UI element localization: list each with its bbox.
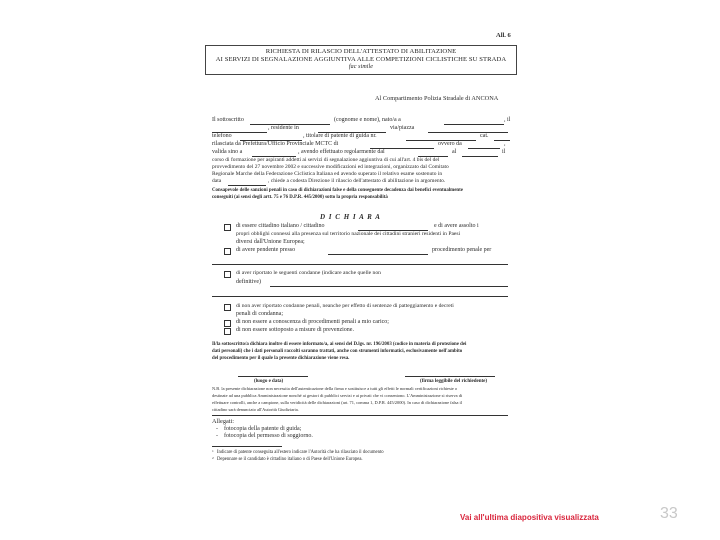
line4-b: ovvero da	[438, 141, 462, 147]
item3-a: di aver riportato le seguenti condanne (indicare anche quelle non	[236, 270, 381, 276]
bullet-2: -	[216, 433, 218, 439]
field-convictions-2	[212, 296, 508, 297]
field-issuer-alt	[468, 148, 500, 149]
allegati-heading: Allegati:	[212, 418, 235, 425]
privacy-2: dati personali) che i dati personali raccolti saranno trattati, anche con strumenti informatici, esclusivamente nell'ambito	[212, 349, 463, 354]
privacy-1: Il/la sottoscritto/a dichiara inoltre di essere informato/a, ai sensi del D.lgs. nr. 196/2003 (codice in materia di protezione dei	[212, 342, 467, 347]
title-line-3: fac simile	[348, 64, 374, 70]
attachment-label: All. 6	[496, 32, 511, 39]
line3-c: cat.	[480, 133, 489, 139]
item4-a: di non aver riportato condanne penali, neanche per effetto di sentenze di patteggiamento e decreti	[236, 303, 454, 309]
item2-a: di avere pendente presso	[236, 247, 296, 253]
separator-line	[212, 415, 508, 416]
bold-declaration-2: conseguiti (ai sensi degli artt. 75 e 76 D.P.R. 445/2000) sotto la propria responsabilità	[212, 195, 388, 200]
fn2-mark: 2	[212, 456, 214, 460]
line5-d: il	[502, 149, 506, 155]
item4-b: penali di condanna;	[236, 311, 283, 317]
line2-b: via/piazza	[390, 125, 415, 131]
item1-b: e di avere assolto i	[434, 223, 479, 229]
checkbox-pending-proceedings[interactable]	[224, 248, 231, 255]
nb-3: effettuare controlli, anche a campione, sulla veridicità delle dichiarazioni (art. 71, comma 1, D.P.R. 445/2000). In caso di dichiarazione falsa il	[212, 400, 462, 405]
title-line-1: RICHIESTA DI RILASCIO DELL'ATTESTATO DI ABILITAZIONE	[265, 48, 457, 55]
field-pending-details	[212, 264, 508, 265]
line1-b: (cognome e nome), nato/a a	[334, 117, 401, 123]
line7: provvedimento del 27 novembre 2002 e successive modificazioni ed integrazioni, organizzato dal Comitato	[212, 164, 449, 170]
nb-1: N.B. la presente dichiarazione non necessita dell'autenticazione della firma e sostituisce a tutti gli effetti le normali certificazioni richieste o	[212, 386, 458, 391]
item1-a: di essere cittadino italiano / cittadino	[236, 223, 325, 229]
checkbox-convictions[interactable]	[224, 271, 231, 278]
privacy-3: del procedimento per il quale la presente dichiarazione viene resa.	[212, 356, 350, 361]
line4-a: rilasciata da Prefettura/Ufficio Provinciale MCTC di	[212, 141, 339, 147]
line1-a: Il sottoscritto	[212, 117, 244, 123]
allegato-2: fotocopia del permesso di soggiorno.	[224, 433, 313, 439]
form-document	[200, 28, 520, 478]
bold-declaration-1: Consapevole delle sanzioni penali in caso di dichiarazioni false e della conseguente decadenza dai benefici eventualmente	[212, 188, 463, 193]
line2-a: , residente in	[268, 125, 299, 131]
field-signature	[405, 376, 495, 377]
footnote-2: Depennare se il candidato è cittadino italiano o di Paese dell'Unione Europea.	[217, 457, 363, 462]
sign-left-label: (luogo e data)	[254, 379, 284, 384]
line5-c: al	[452, 149, 457, 155]
field-license-category	[494, 140, 510, 141]
field-street	[428, 132, 508, 133]
item1-d: diversi dall'Unione Europea;	[236, 239, 305, 245]
field-pending-court	[328, 254, 428, 255]
dichiara-heading: D I C H I A R A	[320, 213, 381, 221]
footnote-1: Indicare di patente conseguita all'estero indicare l'Autorità che ha rilasciato il documento	[217, 450, 384, 455]
last-slide-link[interactable]: Vai all'ultima diapositiva visualizzata	[460, 513, 599, 522]
line9-a: data	[212, 178, 222, 184]
addressee: Al Compartimento Polizia Stradale di ANCONA	[375, 95, 499, 102]
nb-4: cittadino sarà denunciato all'Autorità Giudiziaria.	[212, 407, 299, 412]
line5-a: valida sino a	[212, 149, 243, 155]
line5-b: , avendo effettuato regolarmente dal	[298, 149, 385, 155]
line1-c: , il	[504, 117, 511, 123]
page-number: 33	[660, 505, 678, 522]
item1-c: propri obblighi connessi alla presenza sul territorio nazionale dei cittadini stranieri residenti in Paesi	[236, 231, 461, 237]
line3-b: , titolare di patente di guida nr.	[303, 133, 377, 139]
item6: di non essere sottoposto a misure di prevenzione.	[236, 327, 354, 333]
allegato-1: fotocopia della patente di guida;	[224, 426, 302, 432]
field-birthplace	[444, 124, 504, 125]
bullet-1: -	[216, 426, 218, 432]
nb-2: destinate ad una pubblica Amministrazione nonché ai gestori di pubblici servizi e ai privati che vi consentono. L'Amministrazione si riserva di	[212, 393, 463, 398]
fn1-mark: 1	[212, 449, 214, 453]
checkbox-no-proceedings[interactable]	[224, 320, 231, 327]
field-course-to	[462, 156, 498, 157]
checkbox-no-convictions[interactable]	[224, 304, 231, 311]
footnote-separator	[212, 446, 282, 447]
title-line-2: AI SERVIZI DI SEGNALAZIONE AGGIUNTIVA ALLE COMPETIZIONI CICLISTICHE SU STRADA	[215, 56, 507, 63]
field-exam-date	[228, 185, 266, 186]
item2-b: procedimento penale per	[432, 247, 492, 253]
item5: di non essere a conoscenza di procedimenti penali a mio carico;	[236, 319, 389, 325]
line8: Regionale Marche della Federazione Ciclistica Italiana ed avendo superato il relativo esame sostenuto in	[212, 171, 443, 177]
item3-b: definitive)	[236, 279, 261, 285]
line6: corso di formazione per aspiranti addetti ai servizi di segnalazione aggiuntiva di cui all'art. 4 bis del del	[212, 157, 440, 163]
checkbox-no-prevention[interactable]	[224, 328, 231, 335]
line4-c: ,	[504, 141, 506, 147]
field-place-date	[238, 376, 308, 377]
line3-a: telefono	[212, 133, 232, 139]
line9-b: , chiede a codesta Direzione il rilascio dell'attestato di abilitazione in argomento.	[268, 178, 446, 184]
sign-right-label: (firma leggibile del richiedente)	[420, 379, 488, 384]
title-box	[205, 45, 517, 75]
field-convictions-1	[270, 286, 508, 287]
checkbox-citizenship[interactable]	[224, 224, 231, 231]
